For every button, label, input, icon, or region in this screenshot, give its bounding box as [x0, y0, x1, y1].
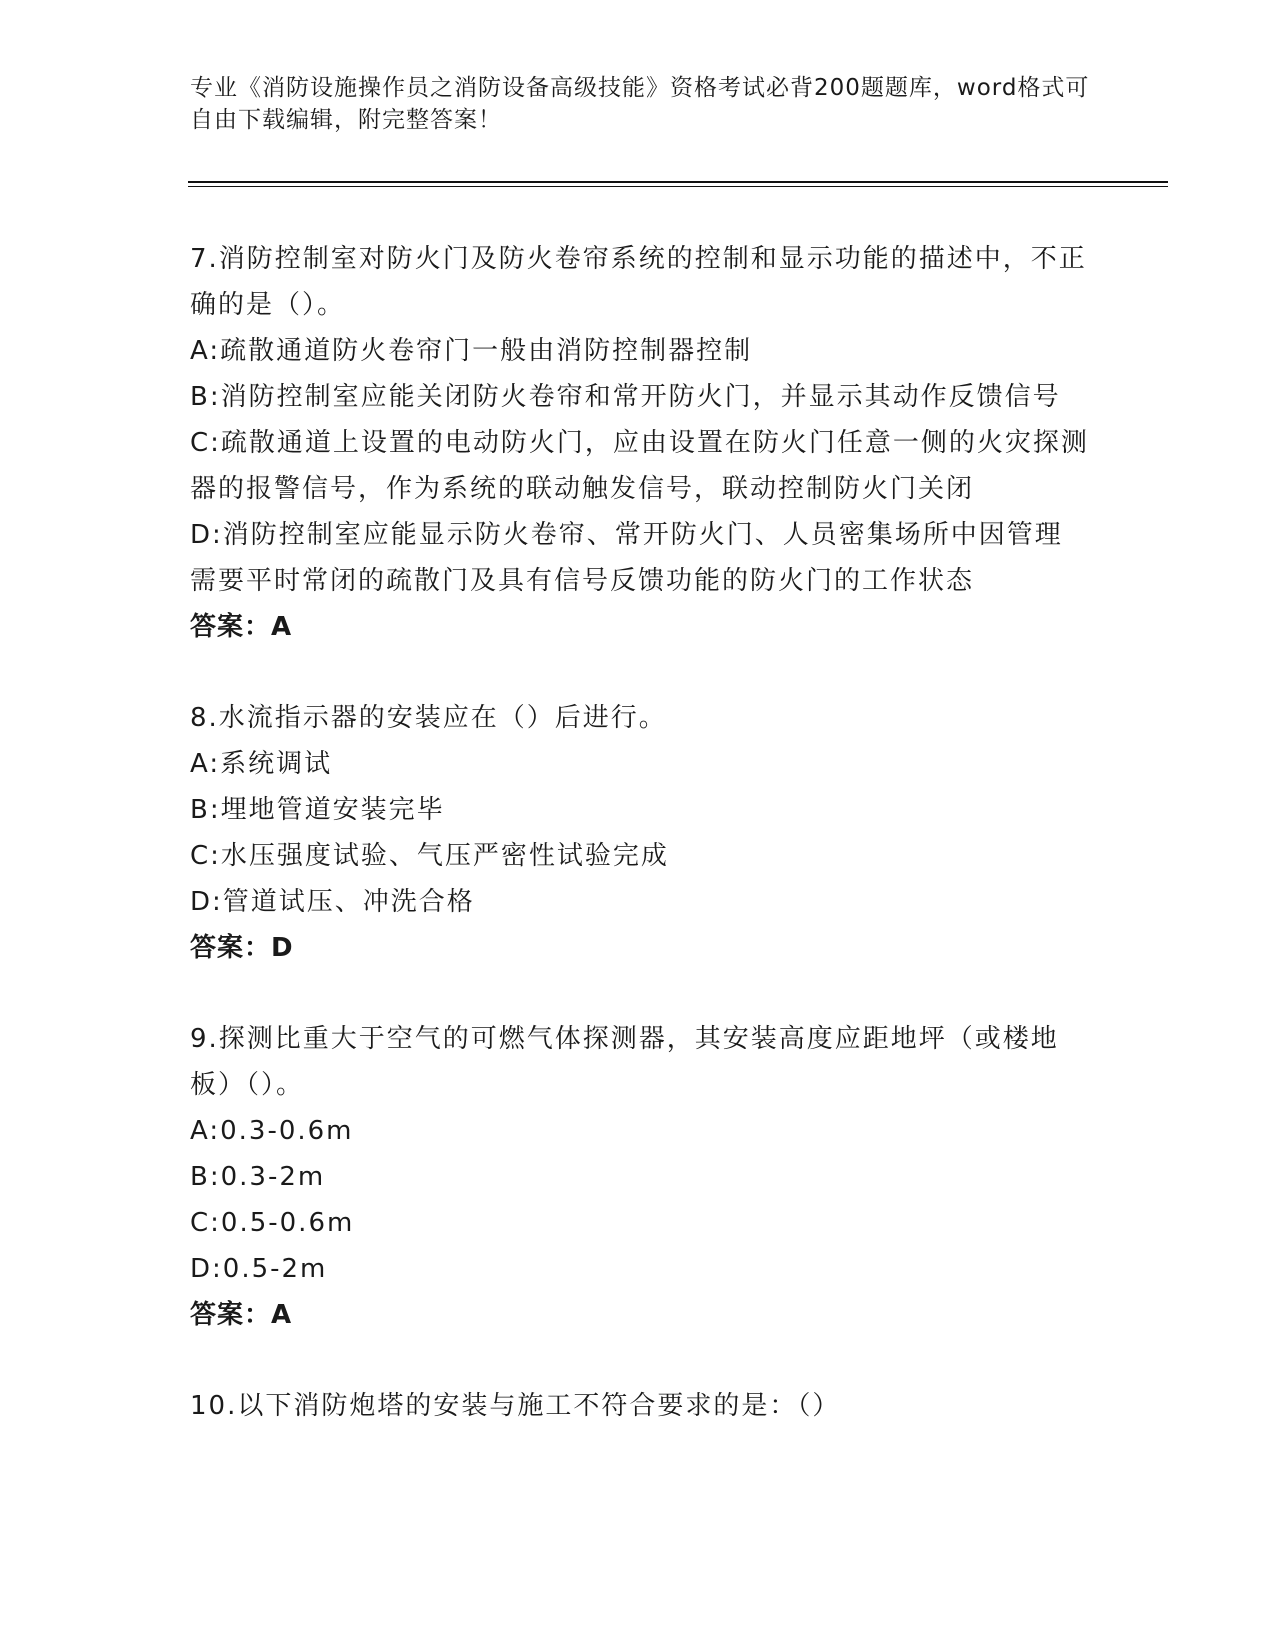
question-stem: 9.探测比重大于空气的可燃气体探测器，其安装高度应距地坪（或楼地板）（）。: [190, 1024, 1059, 1100]
question-7: [190, 236, 1090, 650]
document-header: 专业《消防设施操作员之消防设备高级技能》资格考试必背200题题库，word格式可自由下载编辑，附完整答案！: [190, 75, 1090, 133]
option-b: B:消防控制室应能关闭防火卷帘和常开防火门，并显示其动作反馈信号: [190, 382, 1061, 412]
option-d: D:0.5-2m: [190, 1254, 328, 1284]
option-b: B:埋地管道安装完毕: [190, 795, 445, 825]
question-9: [190, 1016, 1090, 1338]
header-divider-top: [188, 181, 1168, 183]
question-list: [190, 236, 1090, 1474]
option-a: A:系统调试: [190, 749, 333, 779]
question-stem: 10.以下消防炮塔的安装与施工不符合要求的是：（）: [190, 1391, 841, 1421]
header-divider-bottom: [188, 186, 1168, 187]
question-stem: 8.水流指示器的安装应在（）后进行。: [190, 703, 667, 733]
option-d: D:管道试压、冲洗合格: [190, 887, 475, 917]
option-c: C:疏散通道上设置的电动防火门，应由设置在防火门任意一侧的火灾探测器的报警信号，作为系统的联动触发信号，联动控制防火门关闭: [190, 428, 1089, 504]
option-d: D:消防控制室应能显示防火卷帘、常开防火门、人员密集场所中因管理需要平时常闭的疏散门及具有信号反馈功能的防火门的工作状态: [190, 520, 1063, 596]
answer: 答案：A: [190, 1300, 293, 1330]
question-stem: 7.消防控制室对防火门及防火卷帘系统的控制和显示功能的描述中，不正确的是（）。: [190, 244, 1087, 320]
question-10: [190, 1383, 1090, 1429]
option-c: C:水压强度试验、气压严密性试验完成: [190, 841, 669, 871]
answer: 答案：D: [190, 933, 294, 963]
option-b: B:0.3-2m: [190, 1162, 326, 1192]
answer: 答案：A: [190, 612, 293, 642]
question-8: [190, 695, 1090, 971]
option-a: A:0.3-0.6m: [190, 1116, 354, 1146]
option-c: C:0.5-0.6m: [190, 1208, 355, 1238]
option-a: A:疏散通道防火卷帘门一般由消防控制器控制: [190, 336, 753, 366]
